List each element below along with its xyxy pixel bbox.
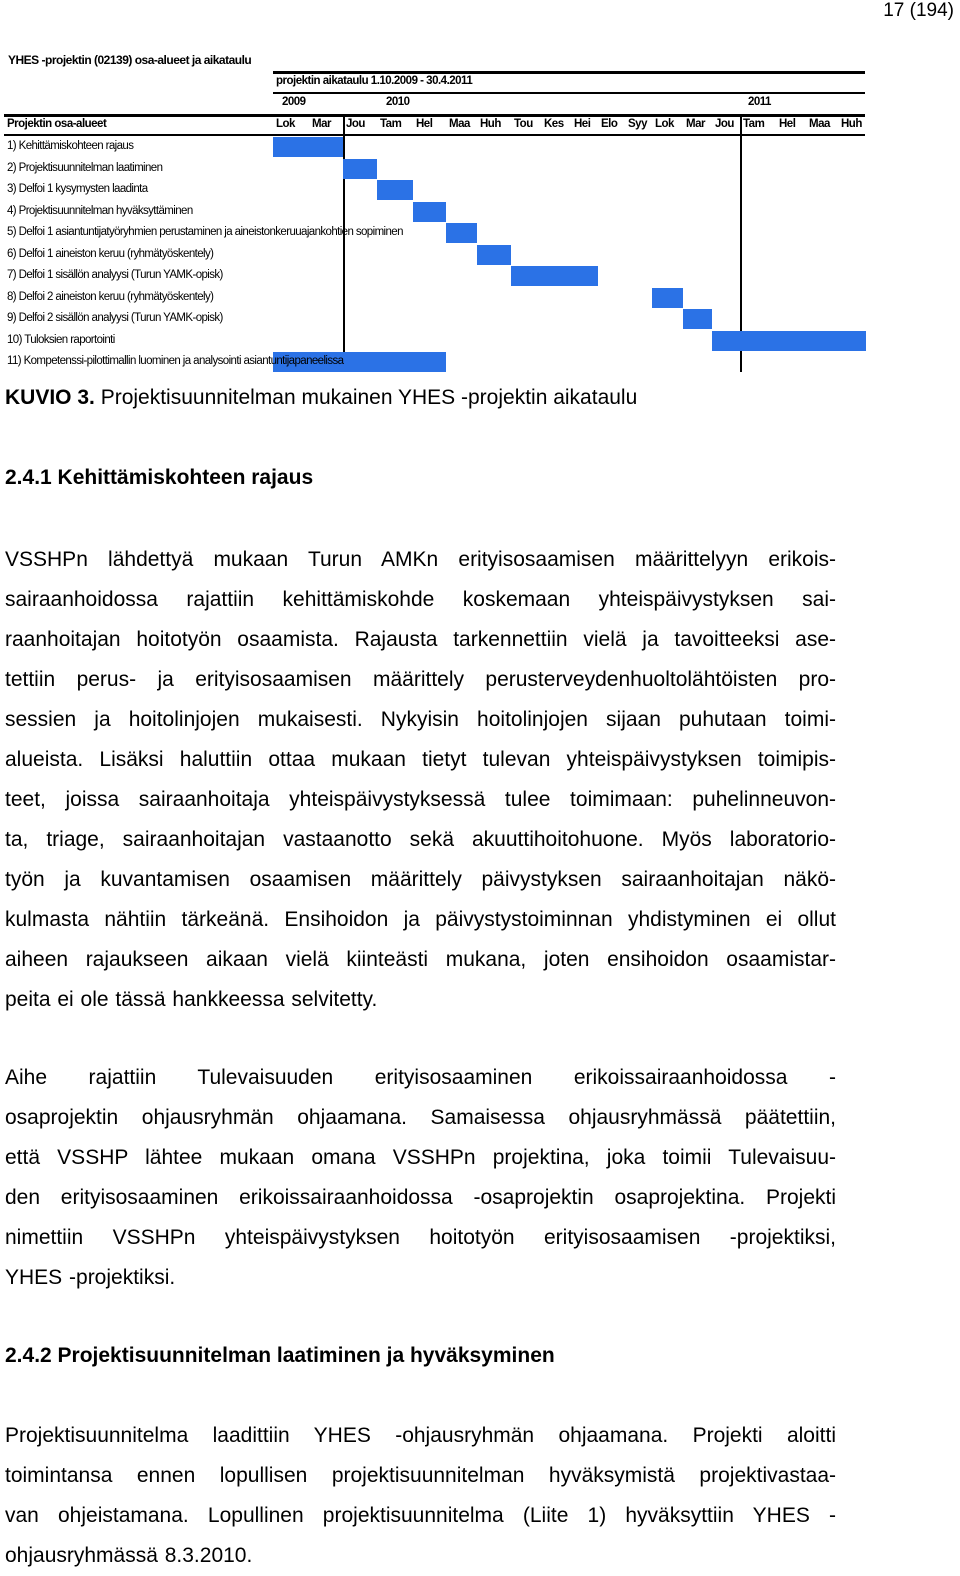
- text-line: peita ei ole tässä hankkeessa selvitetty.: [5, 988, 378, 1011]
- gantt-month-label: Syy: [628, 118, 647, 130]
- gantt-top-rule: [273, 71, 865, 74]
- gantt-month-label: Hel: [779, 118, 796, 130]
- gantt-divider-2009: [343, 114, 345, 372]
- gantt-bar: [446, 223, 477, 243]
- gantt-month-label: Jou: [715, 118, 734, 130]
- text-line: raanhoitajan hoitotyön osaamista. Rajausta tarkennettiin vielä ja tavoitteeksi ase-: [5, 628, 836, 651]
- gantt-task-label: 9) Delfoi 2 sisällön analyysi (Turun YAMK-opisk): [7, 312, 223, 324]
- text-line: työn ja kuvantamisen osaamisen määrittely päivystyksen sairaanhoitajan näkö-: [5, 868, 836, 891]
- gantt-bar: [477, 245, 511, 265]
- section1-paragraph-2: [5, 1058, 836, 1298]
- gantt-task-label: 4) Projektisuunnitelman hyväksyttäminen: [7, 205, 193, 217]
- text-line: nimettiin VSSHPn yhteispäivystyksen hoitotyön erityisosaamisen -projektiksi,: [5, 1226, 836, 1249]
- section-heading-2-4-1: 2.4.1 Kehittämiskohteen rajaus: [5, 466, 314, 489]
- gantt-bar: [343, 159, 377, 179]
- gantt-task-label: 8) Delfoi 2 aineiston keruu (ryhmätyöskentely): [7, 291, 214, 303]
- gantt-month-label: Jou: [346, 118, 365, 130]
- gantt-bar: [511, 266, 598, 286]
- text-line: Aihe rajattiin Tulevaisuuden erityisosaaminen erikoissairaanhoidossa -: [5, 1066, 836, 1089]
- text-line: VSSHPn lähdettyä mukaan Turun AMKn erityisosaamisen määrittelyyn erikois-: [5, 548, 836, 571]
- section2-paragraph-1: [5, 1416, 836, 1576]
- gantt-year-rule: [273, 92, 865, 94]
- figure-caption-label: KUVIO 3.: [5, 386, 95, 409]
- text-line: että VSSHP lähtee mukaan omana VSSHPn projektina, joka toimii Tulevaisuu-: [5, 1146, 836, 1169]
- gantt-month-label: Tam: [380, 118, 402, 130]
- gantt-task-label: 6) Delfoi 1 aineiston keruu (ryhmätyöskentely): [7, 248, 214, 260]
- gantt-year-2009: 2009: [282, 96, 306, 108]
- gantt-month-label: Kes: [544, 118, 564, 130]
- text-line: ohjausryhmässä 8.3.2010.: [5, 1544, 253, 1567]
- gantt-bar: [652, 288, 683, 308]
- text-line: aiheen rajaukseen aikaan vielä kiinteästi mukana, joten ensihoidon osaamistar-: [5, 948, 836, 971]
- text-line: ta, triage, sairaanhoitajan vastaanotto sekä akuuttihoitohuone. Myös laboratorio-: [5, 828, 836, 851]
- figure-caption-text: Projektisuunnitelman mukainen YHES -projektin aikataulu: [100, 386, 638, 409]
- figure-caption: [5, 386, 637, 410]
- gantt-task-label: 11) Kompetenssi-pilottimallin luominen ja analysointi asiantuntijapaneelissa: [7, 355, 344, 367]
- text-line: alueista. Lisäksi haluttiin ottaa mukaan tietyt tulevan yhteispäivystyksen toimipis-: [5, 748, 836, 771]
- gantt-month-label: Lok: [276, 118, 295, 130]
- gantt-bar: [273, 137, 343, 157]
- text-line: van ohjeistamana. Lopullinen projektisuunnitelma (Liite 1) hyväksyttiin YHES -: [5, 1504, 836, 1527]
- gantt-chart: [0, 0, 960, 380]
- gantt-title: YHES -projektin (02139) osa-alueet ja aikataulu: [8, 53, 252, 67]
- gantt-bar: [413, 202, 446, 222]
- gantt-month-label: Tou: [514, 118, 533, 130]
- gantt-month-label: Mar: [686, 118, 705, 130]
- text-line: den erityisosaaminen erikoissairaanhoidossa -osaprojektin osaprojektina. Projekti: [5, 1186, 836, 1209]
- gantt-year-2011: 2011: [748, 96, 771, 108]
- gantt-schedule-label: projektin aikataulu 1.10.2009 - 30.4.2011: [276, 75, 473, 87]
- section-heading-2-4-2: 2.4.2 Projektisuunnitelman laatiminen ja hyväksyminen: [5, 1344, 555, 1367]
- gantt-task-label: 10) Tuloksien raportointi: [7, 334, 115, 346]
- text-line: sairaanhoidossa rajattiin kehittämiskohde koskemaan yhteispäivystyksen sai-: [5, 588, 836, 611]
- gantt-task-label: 7) Delfoi 1 sisällön analyysi (Turun YAMK-opisk): [7, 269, 223, 281]
- gantt-month-label: Huh: [480, 118, 501, 130]
- gantt-month-label: Tam: [743, 118, 765, 130]
- section1-paragraph-1: [5, 540, 836, 1020]
- gantt-task-label: 2) Projektisuunnitelman laatiminen: [7, 162, 163, 174]
- gantt-month-label: Maa: [809, 118, 830, 130]
- gantt-bar: [712, 331, 866, 351]
- gantt-bar: [377, 180, 413, 200]
- gantt-month-label: Huh: [841, 118, 862, 130]
- gantt-month-label: Hei: [574, 118, 591, 130]
- gantt-column-header: Projektin osa-alueet: [7, 118, 107, 130]
- gantt-month-label: Mar: [312, 118, 331, 130]
- gantt-task-label: 3) Delfoi 1 kysymysten laadinta: [7, 183, 148, 195]
- text-line: YHES -projektiksi.: [5, 1266, 176, 1289]
- text-line: kulmasta nähtiin tärkeänä. Ensihoidon ja päivystystoiminnan yhdistyminen ei ollut: [5, 908, 836, 931]
- gantt-month-rule: [4, 134, 865, 136]
- text-line: osaprojektin ohjausryhmän ohjaamana. Samaisessa ohjausryhmässä päätettiin,: [5, 1106, 836, 1129]
- gantt-year-2010: 2010: [386, 96, 410, 108]
- gantt-month-label: Maa: [449, 118, 470, 130]
- page-number: 17 (194): [883, 0, 954, 21]
- gantt-task-label: 1) Kehittämiskohteen rajaus: [7, 140, 134, 152]
- text-line: sessien ja hoitolinjojen mukaisesti. Nykyisin hoitolinjojen sijaan puhutaan toimi-: [5, 708, 836, 731]
- gantt-month-label: Hel: [416, 118, 433, 130]
- gantt-header-rule: [4, 114, 865, 117]
- gantt-task-label: 5) Delfoi 1 asiantuntijatyöryhmien perustaminen ja aineistonkeruuajankohtien sopiminen: [7, 226, 403, 238]
- text-line: tettiin perus- ja erityisosaamisen määrittely perusterveydenhuoltolähtöisten pro-: [5, 668, 836, 691]
- gantt-bar: [683, 309, 712, 329]
- text-line: Projektisuunnitelma laadittiin YHES -ohjausryhmän ohjaamana. Projekti aloitti: [5, 1424, 836, 1447]
- text-line: toimintansa ennen lopullisen projektisuunnitelman hyväksymistä projektivastaa-: [5, 1464, 836, 1487]
- text-line: teet, joissa sairaanhoitaja yhteispäivystyksessä tulee toimimaan: puhelinneuvon-: [5, 788, 836, 811]
- gantt-month-label: Elo: [601, 118, 618, 130]
- gantt-month-label: Lok: [655, 118, 674, 130]
